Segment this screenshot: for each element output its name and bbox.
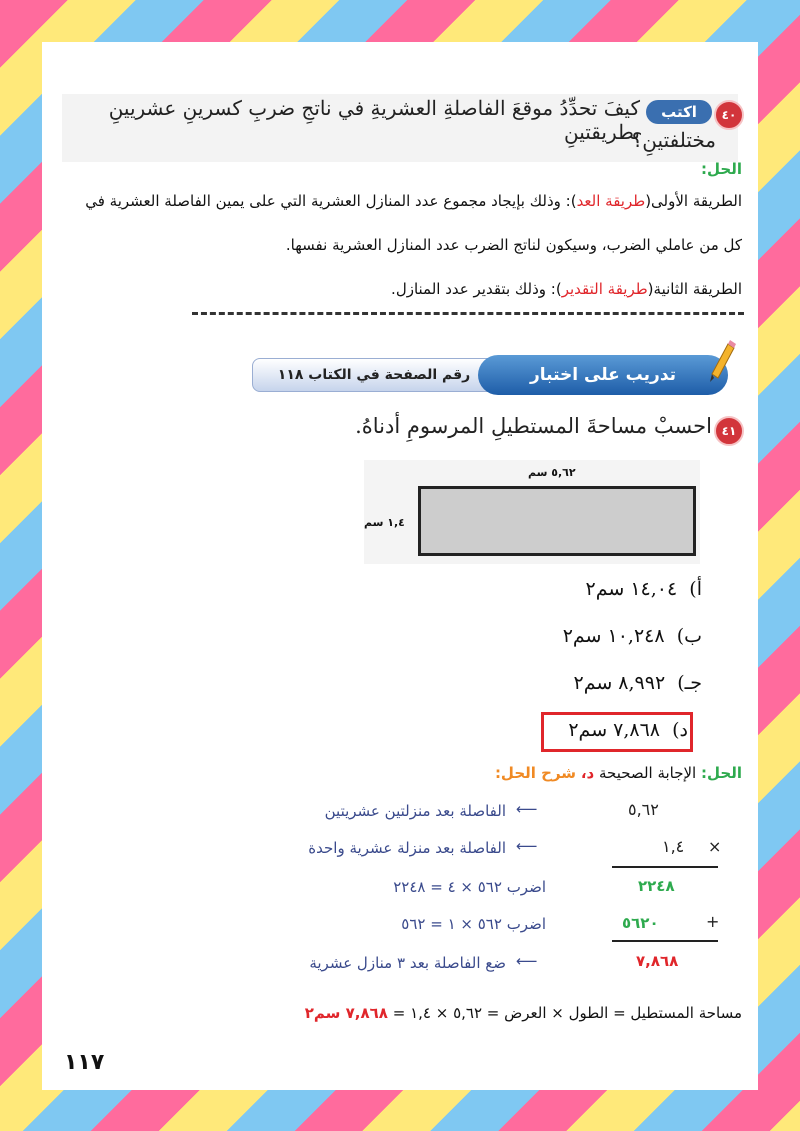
- arrow-icon: ⟵: [516, 837, 538, 855]
- choice-a-letter: أ): [689, 578, 702, 600]
- calc-row5-number: ٧,٨٦٨: [636, 952, 679, 970]
- calc-row1-number: ٥,٦٢: [628, 800, 659, 819]
- rectangle-shape: [418, 486, 696, 556]
- calc-rule-1: [612, 866, 718, 868]
- question-41-text: احسبْ مساحةَ المستطيلِ المرسومِ أدناهُ.: [355, 414, 712, 438]
- choice-a[interactable]: [586, 578, 703, 600]
- calc-row1-note: الفاصلة بعد منزلتين عشريتين: [324, 802, 506, 820]
- section-divider: [192, 312, 744, 315]
- question-40-number-badge: ٤٠: [714, 100, 744, 130]
- area-formula-text: مساحة المستطيل = الطول × العرض = ٥,٦٢ × ١,٤ =: [392, 1004, 742, 1022]
- choice-b-letter: ب): [676, 625, 702, 647]
- choice-d[interactable]: [568, 719, 688, 741]
- calc-rule-2: [612, 940, 718, 942]
- method2-prefix: الطريقة الثانية(: [647, 280, 742, 298]
- area-formula-result: ٧,٨٦٨ سم٢: [304, 1004, 388, 1022]
- calc-row4-number: ٥٦٢٠: [622, 914, 659, 932]
- method1-line2: كل من عاملي الضرب، وسيكون لناتج الضرب عدد المنازل العشرية نفسها.: [285, 236, 742, 254]
- page-sheet: [42, 42, 758, 1090]
- answer-label: الحل:: [701, 764, 742, 782]
- choice-d-letter: د): [672, 719, 688, 741]
- calc-row4-operator: +: [706, 912, 723, 931]
- calc-row4-note: اضرب ٥٦٢ × ١ = ٥٦٢: [401, 915, 546, 933]
- question-40-text-line1: كيفَ تحدِّدُ موقعَ الفاصلةِ العشريةِ في ناتجِ ضربِ كسرينِ عشريينِ بطريقتينِ: [108, 96, 640, 144]
- length-label: ٥,٦٢ سم: [528, 466, 576, 479]
- width-label: ١,٤ سم: [364, 516, 405, 529]
- choice-c-value: ٨,٩٩٢ سم٢: [573, 672, 666, 694]
- area-formula: [305, 1004, 742, 1022]
- calc-row2-note: الفاصلة بعد منزلة عشرية واحدة: [308, 839, 506, 857]
- method1-line1: [52, 192, 742, 210]
- page-number: ١١٧: [64, 1050, 105, 1075]
- answer-explain: شرح الحل:: [494, 764, 577, 782]
- arrow-icon: ⟵: [516, 952, 538, 970]
- method2-name: طريقة التقدير: [561, 280, 648, 298]
- answer-line: [495, 764, 742, 782]
- calc-row3-number: ٢٢٤٨: [638, 877, 675, 895]
- pencil-icon: [706, 338, 736, 382]
- answer-choice: د،: [580, 764, 595, 782]
- calc-row5-note: ضع الفاصلة بعد ٣ منازل عشرية: [309, 954, 506, 972]
- solution-label: الحل:: [701, 160, 742, 178]
- choice-a-value: ١٤,٠٤ سم٢: [585, 578, 678, 600]
- arrow-icon: ⟵: [516, 800, 538, 818]
- question-41-number-badge: ٤١: [714, 416, 744, 446]
- question-40-text-line2: مختلفتينِ؟: [631, 128, 716, 152]
- test-practice-tag: تدريب على اختبار: [478, 355, 728, 395]
- write-tag: اكتب: [646, 100, 712, 124]
- method2-line: [52, 280, 742, 298]
- choice-d-value: ٧,٨٦٨ سم٢: [568, 719, 661, 741]
- method1-prefix: الطريقة الأولى(: [645, 192, 742, 210]
- calc-row2-number: ١,٤: [662, 837, 685, 856]
- calc-row2-operator: ×: [708, 837, 725, 856]
- method2-rest: ): وذلك بتقدير عدد المنازل.: [391, 280, 562, 298]
- method1-name: طريقة العد: [576, 192, 646, 210]
- choice-c-letter: جـ): [677, 672, 702, 694]
- choice-b-value: ١٠,٢٤٨ سم٢: [562, 625, 665, 647]
- choice-c[interactable]: [573, 672, 702, 694]
- book-page-reference: رقم الصفحة في الكتاب ١١٨: [252, 358, 496, 392]
- choice-b[interactable]: [563, 625, 702, 647]
- answer-text: الإجابة الصحيحة: [599, 764, 697, 782]
- calc-row3-note: اضرب ٥٦٢ × ٤ = ٢٢٤٨: [393, 878, 546, 896]
- method1-rest: ): وذلك بإيجاد مجموع عدد المنازل العشرية التي على يمين الفاصلة العشرية في: [85, 192, 577, 210]
